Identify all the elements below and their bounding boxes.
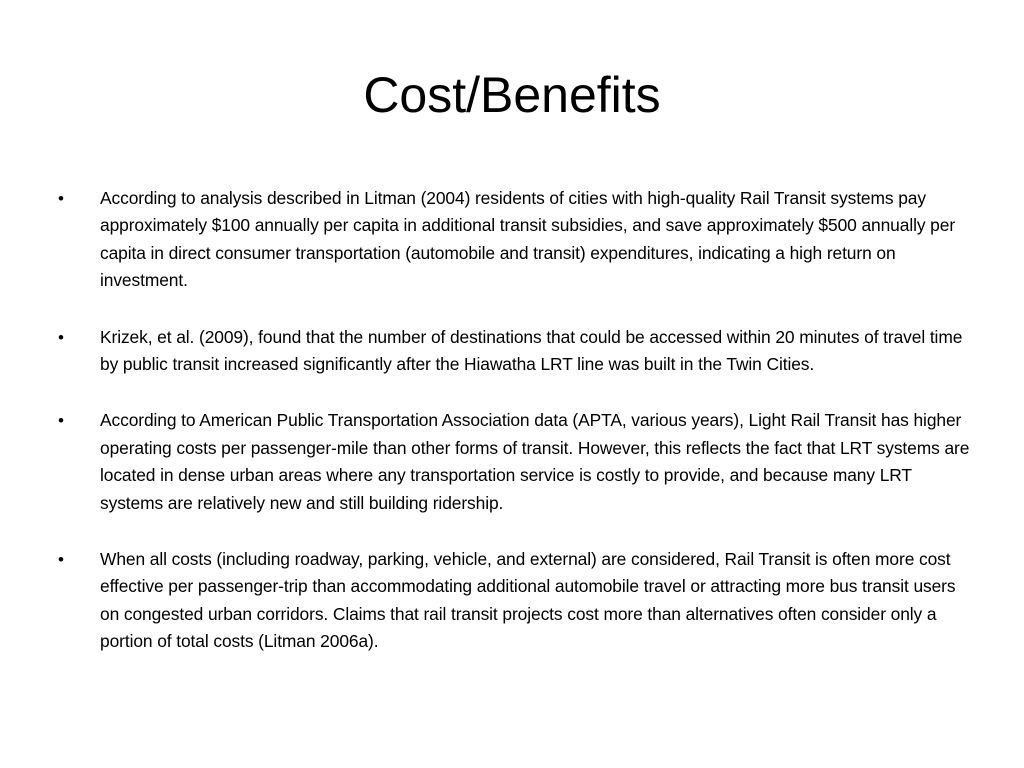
bullet-text: According to analysis described in Litman (2004) residents of cities with high-quality Rail Transit systems pay approximately $100 annually per capita in additional transit subsidies, and save approximately $500 annually per capita in direct consumer transportation (automobile and transit) expenditures, indicating a high return on investment.: [100, 188, 956, 291]
bullet-item-krizek-2009: [58, 324, 970, 379]
bullet-item-all-costs: [58, 546, 970, 656]
bullet-icon: •: [58, 411, 64, 431]
slide-title: Cost/Benefits: [363, 67, 661, 123]
bullet-item-litman-2004: [58, 185, 970, 295]
bullet-icon: •: [58, 327, 64, 347]
bullet-icon: •: [58, 550, 64, 570]
bullet-item-apta-data: [58, 407, 970, 517]
bullet-text: Krizek, et al. (2009), found that the number of destinations that could be accessed within 20 minutes of travel time by public transit increased significantly after the Hiawatha LRT line was built in the Twin Cities.: [100, 326, 963, 375]
bullet-icon: •: [58, 189, 64, 208]
bullet-text: According to American Public Transportation Association data (APTA, various years), Light Rail Transit has higher operating costs per passenger-mile than other forms of transit. However, this reflects the fact that LRT systems are located in dense urban areas where any transportation service is costly to provide, and because many LRT systems are relatively new and still building ridership.: [100, 410, 970, 513]
bullet-text: When all costs (including roadway, parking, vehicle, and external) are considered, Rail Transit is often more cost effective per passenger-trip than accommodating additional automobile travel or attracting more bus transit users on congested urban corridors. Claims that rail transit projects cost more than alternatives often consider only a portion of total costs (Litman 2006a).: [100, 549, 956, 652]
bullet-list: [58, 185, 970, 685]
